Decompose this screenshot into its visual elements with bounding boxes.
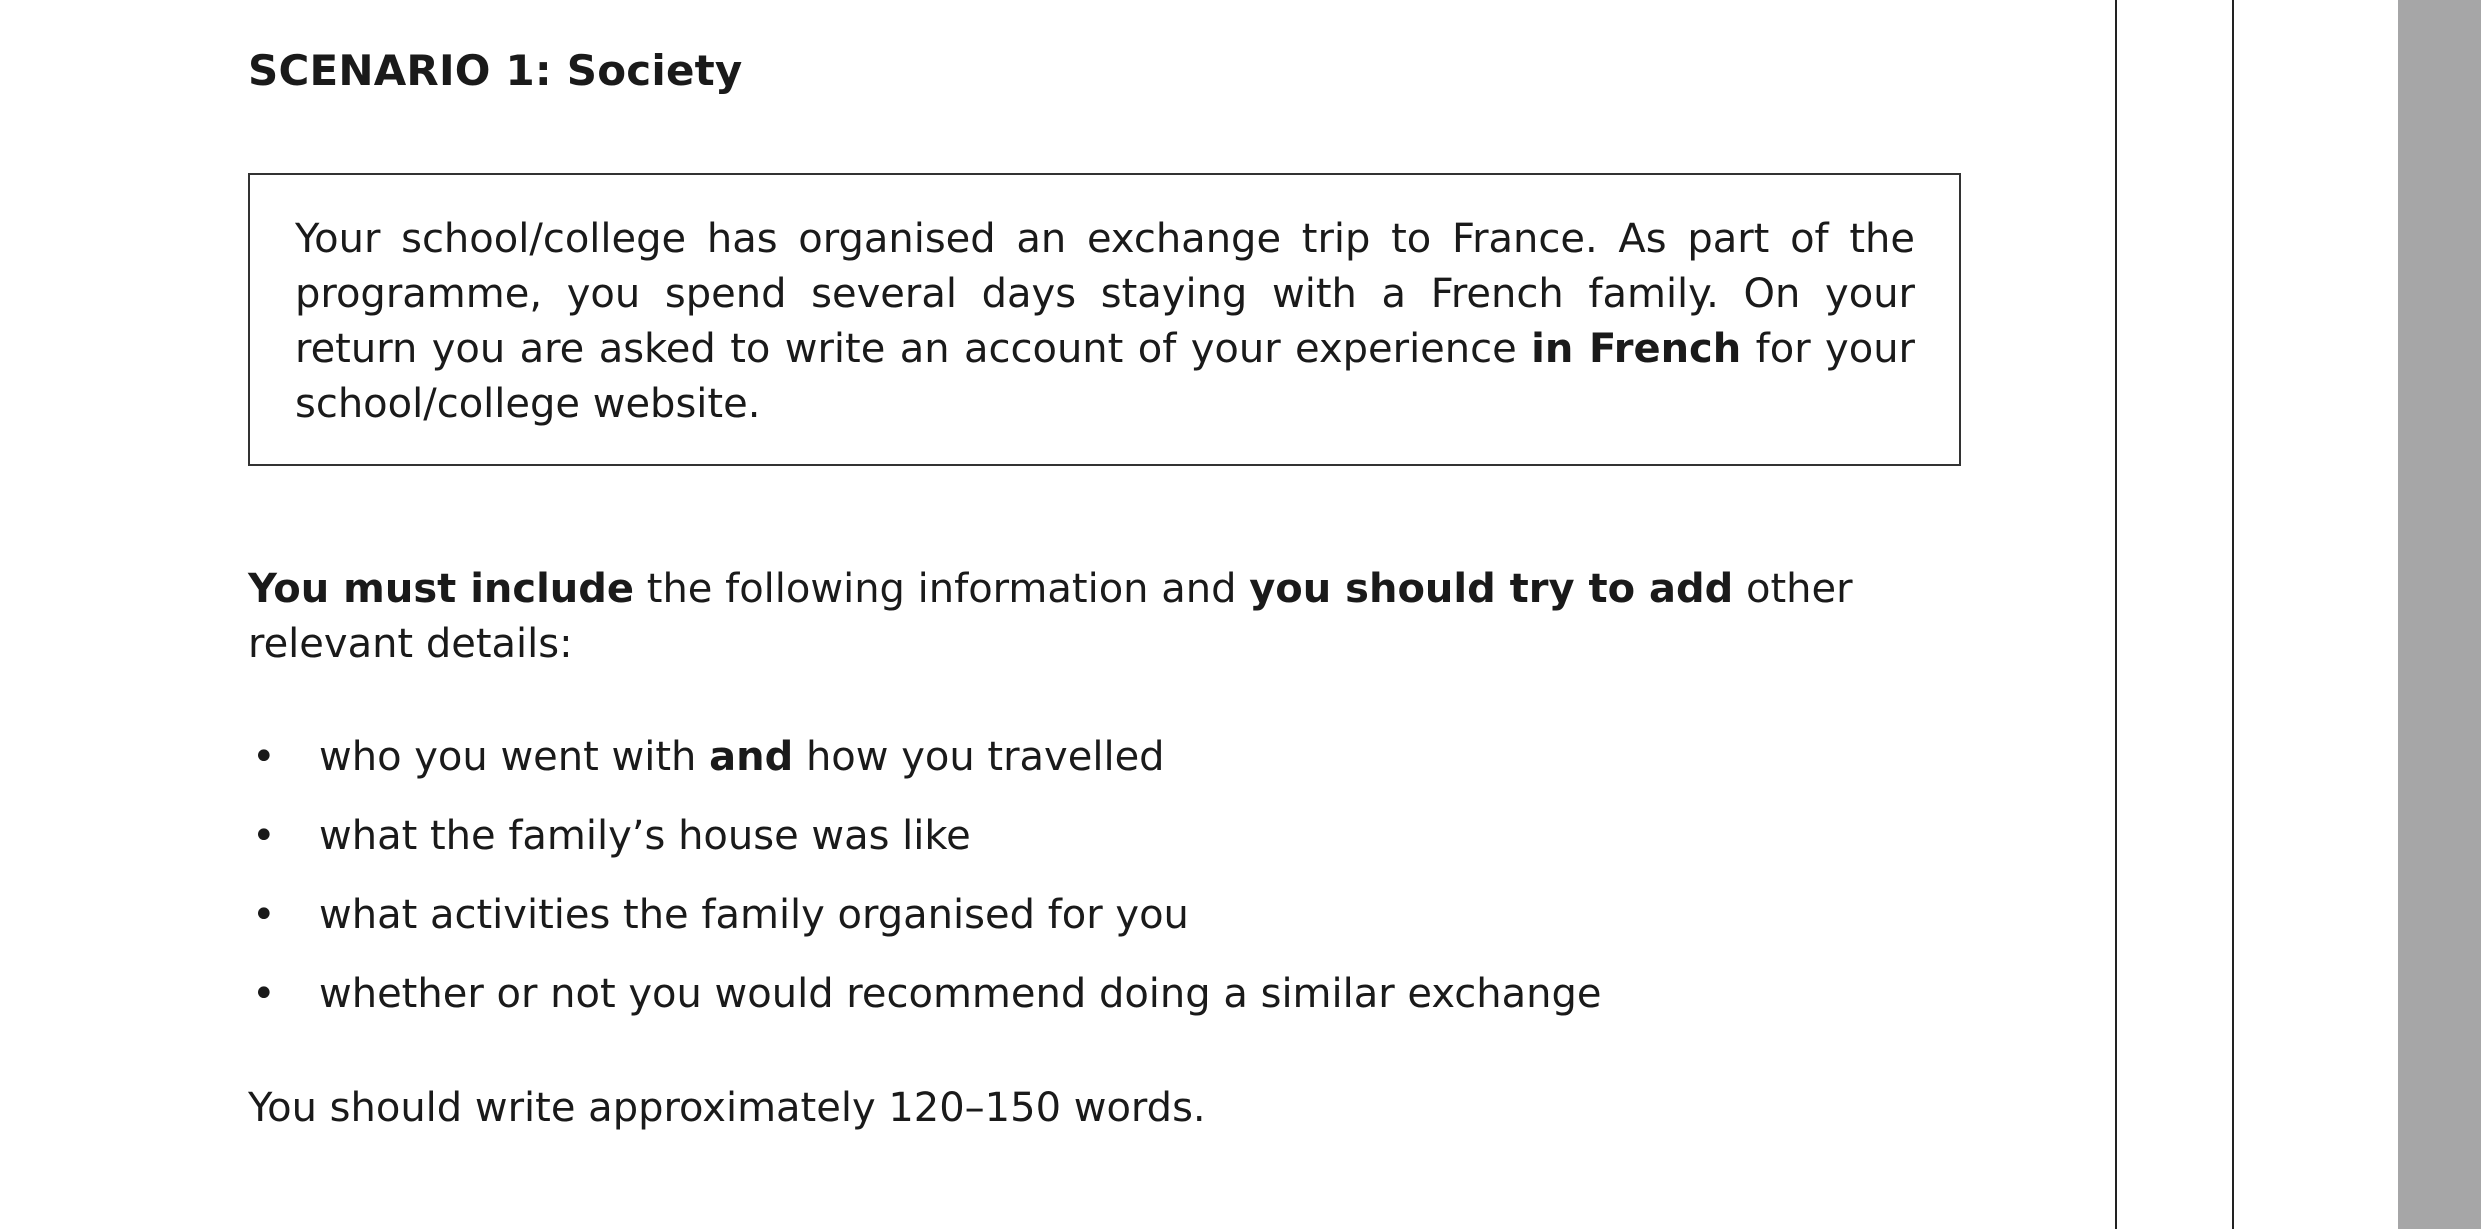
list-item-text: whether or not you would recommend doing a similar exchange: [319, 971, 1602, 1017]
scenario-heading: SCENARIO 1: Society: [248, 46, 743, 95]
list-item-text-post: how you travelled: [793, 734, 1165, 780]
instruction-text-2: other relevant details:: [248, 566, 1853, 667]
list-item: [248, 730, 1948, 809]
instruction-bold-1: You must include: [248, 566, 635, 612]
instruction-text-1: the following information and: [634, 566, 1250, 612]
bullet-icon: •: [252, 734, 276, 780]
list-item-text-bold: and: [709, 734, 794, 780]
list-item-text: [319, 730, 1165, 785]
bullet-icon: •: [252, 892, 276, 938]
scenario-text-bold: in French: [1531, 326, 1742, 372]
list-item: [248, 888, 1948, 967]
instruction-text: [248, 562, 1963, 672]
scenario-text-part2: for your school/college website.: [295, 326, 1915, 427]
margin-rule-right: [2232, 0, 2234, 1229]
list-item-text: what activities the family organised for you: [319, 892, 1189, 938]
margin-rule-left: [2115, 0, 2117, 1229]
scenario-text: [295, 212, 1915, 432]
scenario-text-part1: Your school/college has organised an exchange trip to France. As part of the programme, you spend several days staying with a French family. On your return you are asked to write an account of your experience: [295, 216, 1915, 372]
list-item: [248, 809, 1948, 888]
list-item-text: what the family’s house was like: [319, 813, 971, 859]
instruction-bold-2: you should try to add: [1249, 566, 1734, 612]
word-count-instruction: You should write approximately 120–150 words.: [248, 1085, 1206, 1131]
requirements-list: [248, 730, 1948, 1046]
page-edge-strip: [2398, 0, 2481, 1229]
list-item-text-pre: who you went with: [319, 734, 710, 780]
bullet-icon: •: [252, 813, 276, 859]
list-item: [248, 967, 1948, 1046]
bullet-icon: •: [252, 971, 276, 1017]
